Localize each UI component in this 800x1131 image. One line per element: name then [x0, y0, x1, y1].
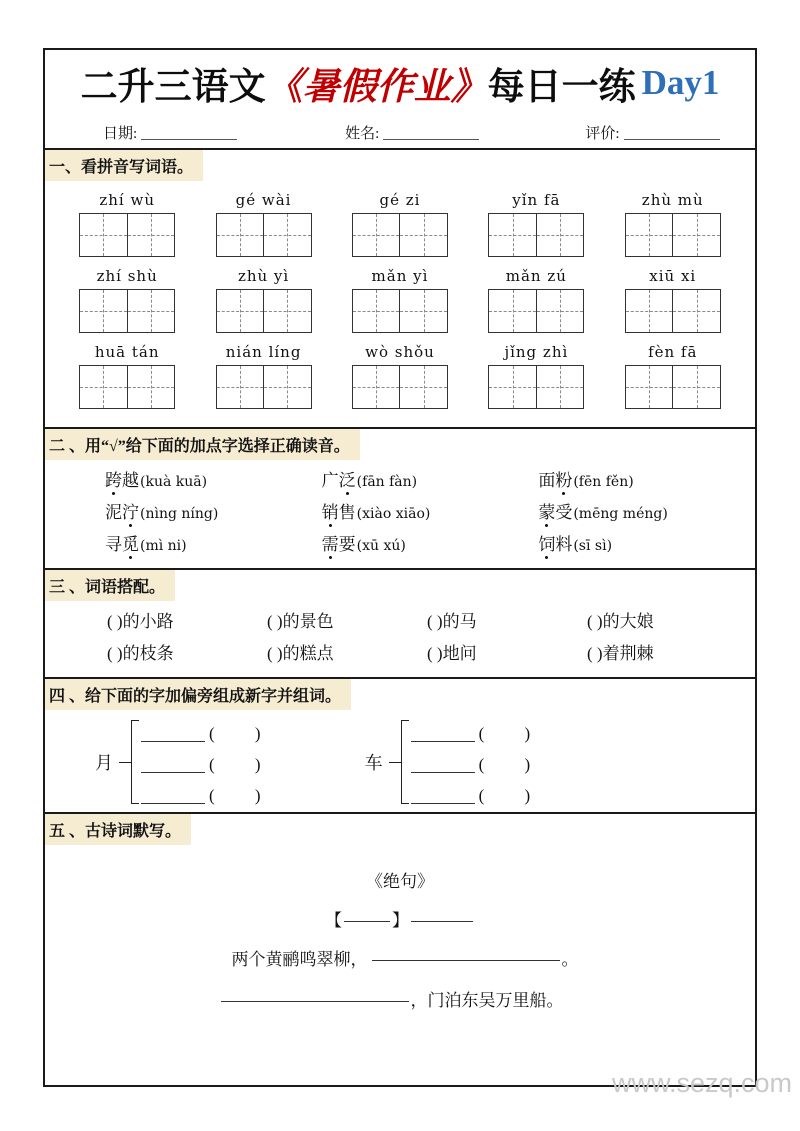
date-blank[interactable] — [141, 138, 237, 140]
word-paren[interactable]: ( ) — [209, 755, 279, 774]
pinyin-options[interactable]: (sī sì) — [573, 538, 613, 554]
tianzige-box[interactable] — [216, 365, 312, 409]
dotted-char: 粉 — [555, 466, 572, 491]
dotted-char: 需 — [322, 530, 339, 555]
dotted-char: 泞 — [122, 498, 139, 523]
new-char-blank[interactable] — [141, 740, 205, 742]
pinyin-label: zhí shù — [96, 267, 158, 285]
answer-lines — [141, 718, 279, 806]
choice-item[interactable] — [538, 530, 755, 555]
choice-item[interactable] — [322, 498, 539, 523]
page-title — [45, 50, 755, 116]
pinyin-item — [71, 343, 183, 409]
word-paren[interactable]: ( ) — [478, 786, 549, 805]
tianzige-cell[interactable] — [672, 366, 720, 408]
tianzige-box[interactable] — [488, 365, 584, 409]
pinyin-label: nián líng — [225, 343, 302, 361]
pinyin-label: zhí wù — [99, 191, 155, 209]
collocation-row — [45, 639, 755, 664]
tianzige-cell[interactable] — [263, 366, 311, 408]
poem-line-2-text: 门泊东吴万里船。 — [427, 991, 564, 1010]
dotted-char: 销 — [322, 498, 339, 523]
pinyin-options[interactable]: (mēng méng) — [573, 506, 668, 522]
pinyin-options[interactable]: (kuà kuā) — [140, 474, 208, 490]
word-paren[interactable]: ( ) — [209, 724, 279, 743]
word-paren[interactable]: ( ) — [478, 755, 549, 774]
new-char-blank[interactable] — [411, 771, 475, 773]
section-2-heading-text: 二 、用“√”给下面的加点字选择正确读音。 — [45, 429, 360, 460]
poem-line-1-end: 。 — [561, 950, 579, 969]
pinyin-item — [344, 343, 456, 409]
new-char-blank[interactable] — [141, 771, 205, 773]
tianzige-cell[interactable] — [626, 366, 673, 408]
tianzige-cell[interactable] — [399, 290, 447, 332]
tianzige-cell[interactable] — [489, 366, 536, 408]
section-2-heading — [45, 429, 755, 460]
tianzige-box[interactable] — [625, 289, 721, 333]
pinyin-options[interactable]: (fēn fěn) — [573, 474, 634, 490]
choice-item[interactable] — [322, 530, 539, 555]
tianzige-cell[interactable] — [80, 214, 127, 256]
bracket-open: 【 — [325, 911, 342, 930]
section-1-heading-text: 一、看拼音写词语。 — [45, 150, 203, 181]
group-gap — [279, 718, 365, 806]
word-pre: 广 — [321, 471, 339, 490]
score-label: 评价: — [585, 125, 620, 142]
tianzige-box[interactable] — [216, 289, 312, 333]
pinyin-item — [208, 191, 320, 257]
word-rest: 越 — [122, 471, 139, 490]
pinyin-item — [617, 343, 729, 409]
site-watermark: www.sezq.com — [612, 1068, 793, 1098]
section-3 — [45, 570, 755, 677]
pinyin-options[interactable]: (fān fàn) — [356, 474, 418, 490]
tianzige-box[interactable] — [625, 213, 721, 257]
section-1-heading — [45, 150, 755, 181]
tianzige-cell[interactable] — [80, 366, 127, 408]
tianzige-box[interactable] — [488, 213, 584, 257]
pinyin-item — [617, 267, 729, 333]
tianzige-cell[interactable] — [672, 290, 720, 332]
pinyin-row — [45, 267, 755, 333]
tianzige-cell[interactable] — [217, 366, 264, 408]
choice-item[interactable] — [538, 466, 755, 491]
tianzige-box[interactable] — [352, 289, 448, 333]
choice-item[interactable] — [105, 530, 322, 555]
pinyin-label: gé wài — [235, 191, 292, 209]
section-4-heading-text: 四 、给下面的字加偏旁组成新字并组词。 — [45, 679, 351, 710]
section-3-body — [45, 601, 755, 677]
dotted-char: 跨 — [105, 466, 122, 491]
answer-line[interactable] — [141, 718, 279, 744]
tianzige-cell[interactable] — [626, 290, 673, 332]
pinyin-row — [45, 343, 755, 409]
name-blank[interactable] — [383, 138, 479, 140]
tianzige-cell[interactable] — [127, 214, 175, 256]
tianzige-cell[interactable] — [263, 290, 311, 332]
dotted-char: 蒙 — [538, 498, 555, 523]
radical-group — [365, 718, 549, 806]
dotted-char: 觅 — [122, 530, 139, 555]
pinyin-label: zhù mù — [641, 191, 704, 209]
pinyin-item — [344, 191, 456, 257]
pinyin-options[interactable]: (mì ni) — [140, 538, 187, 554]
section-5-heading-text: 五 、古诗词默写。 — [45, 814, 191, 845]
pinyin-item — [480, 343, 592, 409]
poem-line-2 — [45, 986, 755, 1011]
tianzige-cell[interactable] — [127, 290, 175, 332]
collocation-row — [45, 607, 755, 632]
poem-title: 《绝句》 — [366, 872, 434, 891]
pinyin-label: fèn fā — [648, 343, 698, 361]
tianzige-cell[interactable] — [353, 290, 400, 332]
tianzige-cell[interactable] — [626, 214, 673, 256]
section-5-body — [45, 845, 755, 1011]
title-part-grade: 二升三语文 — [80, 67, 266, 108]
collocation-item[interactable]: ( )的小路 — [107, 612, 174, 631]
tianzige-box[interactable] — [79, 289, 175, 333]
radical-group — [95, 718, 279, 806]
tianzige-cell[interactable] — [263, 214, 311, 256]
section-1 — [45, 150, 755, 427]
collocation-item[interactable]: ( )的糕点 — [267, 644, 334, 663]
collocation-item[interactable]: ( )的枝条 — [107, 644, 174, 663]
new-char-blank[interactable] — [411, 802, 475, 804]
section-4-heading — [45, 679, 755, 710]
poem-line-2-inner[interactable] — [217, 986, 564, 1011]
radical-char: 月 — [95, 753, 113, 773]
tianzige-cell[interactable] — [536, 290, 584, 332]
worksheet-page — [43, 48, 757, 1087]
poem-blank[interactable] — [221, 1000, 409, 1002]
pinyin-item — [208, 267, 320, 333]
pinyin-label: zhù yì — [237, 267, 290, 285]
choice-item[interactable] — [538, 498, 755, 523]
section-2-body — [45, 460, 755, 568]
section-4-body — [45, 710, 755, 812]
poem-blank[interactable] — [372, 959, 560, 961]
radical-char: 车 — [364, 753, 383, 773]
pinyin-label: yǐn fā — [512, 191, 561, 209]
title-part-daily: 每日一练 — [487, 67, 636, 108]
collocation-item[interactable]: ( )着荆棘 — [587, 644, 654, 663]
choice-item[interactable] — [322, 466, 539, 491]
new-char-blank[interactable] — [141, 802, 205, 804]
answer-lines — [411, 718, 549, 806]
tianzige-box[interactable] — [625, 365, 721, 409]
word-paren[interactable]: ( ) — [209, 786, 279, 805]
title-part-day: Day1 — [641, 63, 720, 102]
word-rest: 要 — [338, 535, 356, 554]
pinyin-item — [344, 267, 456, 333]
section-3-heading — [45, 570, 755, 601]
score-field[interactable] — [585, 122, 719, 143]
pinyin-grid-block — [45, 181, 755, 427]
dotted-char: 饲 — [538, 530, 555, 555]
tianzige-box[interactable] — [79, 213, 175, 257]
connector-dash — [119, 762, 131, 763]
tianzige-box[interactable] — [216, 213, 312, 257]
pinyin-options[interactable]: (nìng níng) — [140, 506, 219, 522]
brace-icon — [401, 720, 409, 804]
choice-row — [45, 498, 755, 523]
bracket-close: 】 — [392, 911, 409, 930]
dotted-char: 泛 — [339, 466, 356, 491]
tianzige-box[interactable] — [352, 365, 448, 409]
tianzige-cell[interactable] — [217, 214, 264, 256]
section-2 — [45, 429, 755, 568]
pinyin-label: wò shǒu — [365, 343, 435, 361]
poem-line-2-comma: ， — [410, 991, 428, 1010]
answer-line[interactable] — [411, 780, 549, 806]
name-label: 姓名: — [345, 125, 380, 142]
word-pre: 寻 — [105, 535, 122, 554]
pinyin-label: mǎn zú — [505, 267, 567, 285]
author-blank[interactable] — [411, 920, 473, 922]
tianzige-cell[interactable] — [489, 214, 536, 256]
section-4 — [45, 679, 755, 812]
pinyin-label: mǎn yì — [371, 267, 429, 285]
answer-line[interactable] — [411, 749, 549, 775]
word-rest: 受 — [555, 503, 573, 522]
tianzige-cell[interactable] — [80, 290, 127, 332]
word-pre: 泥 — [105, 503, 122, 522]
date-label: 日期: — [103, 125, 138, 142]
section-5-heading — [45, 814, 755, 845]
collocation-item[interactable]: ( )的景色 — [267, 612, 334, 631]
pinyin-item — [208, 343, 320, 409]
title-part-book: 《暑假作业》 — [265, 67, 488, 108]
word-rest: 料 — [555, 535, 573, 554]
poem-line-1-text: 两个黄鹂鸣翠柳， — [231, 950, 368, 969]
collocation-item[interactable]: ( )的大娘 — [587, 612, 654, 631]
pinyin-options[interactable]: (xū xú) — [356, 538, 406, 554]
tianzige-cell[interactable] — [127, 366, 175, 408]
tianzige-cell[interactable] — [672, 214, 720, 256]
name-field[interactable] — [345, 122, 479, 143]
pinyin-options[interactable]: (xiào xiāo) — [356, 506, 431, 522]
new-char-blank[interactable] — [411, 740, 475, 742]
score-blank[interactable] — [624, 138, 720, 140]
tianzige-cell[interactable] — [353, 214, 400, 256]
tianzige-cell[interactable] — [536, 366, 584, 408]
pinyin-item — [617, 191, 729, 257]
pinyin-item — [480, 267, 592, 333]
poem-author-line[interactable] — [45, 906, 755, 931]
word-rest: 售 — [338, 503, 356, 522]
word-pre: 面 — [538, 471, 556, 490]
section-5 — [45, 814, 755, 1011]
connector-dash — [389, 762, 401, 763]
pinyin-label: jǐng zhì — [504, 343, 569, 361]
choice-item[interactable] — [105, 466, 322, 491]
poem-line-1-inner[interactable] — [232, 945, 579, 970]
pinyin-item — [480, 191, 592, 257]
collocation-item[interactable]: ( )的马 — [427, 612, 477, 631]
tianzige-cell[interactable] — [399, 366, 447, 408]
choice-row — [45, 466, 755, 491]
answer-line[interactable] — [141, 780, 279, 806]
tianzige-cell[interactable] — [399, 214, 447, 256]
pinyin-label: huā tán — [94, 343, 160, 361]
collocation-item[interactable]: ( )地问 — [427, 644, 477, 663]
choice-row — [45, 530, 755, 555]
date-field[interactable] — [103, 122, 237, 143]
tianzige-cell[interactable] — [489, 290, 536, 332]
meta-row — [45, 116, 755, 148]
tianzige-cell[interactable] — [536, 214, 584, 256]
answer-line[interactable] — [411, 718, 549, 744]
brace-icon — [131, 720, 139, 804]
pinyin-row — [45, 191, 755, 257]
pinyin-item — [71, 267, 183, 333]
answer-line[interactable] — [141, 749, 279, 775]
tianzige-cell[interactable] — [353, 366, 400, 408]
pinyin-label: gé zi — [379, 191, 421, 209]
word-paren[interactable]: ( ) — [478, 724, 549, 743]
tianzige-box[interactable] — [488, 289, 584, 333]
choice-item[interactable] — [105, 498, 322, 523]
pinyin-label: xiū xi — [649, 267, 697, 285]
section-3-heading-text: 三 、词语搭配。 — [45, 570, 175, 601]
pinyin-item — [71, 191, 183, 257]
dynasty-blank[interactable] — [344, 920, 390, 922]
tianzige-box[interactable] — [352, 213, 448, 257]
tianzige-box[interactable] — [79, 365, 175, 409]
poem-line-1 — [45, 945, 755, 970]
tianzige-cell[interactable] — [217, 290, 264, 332]
